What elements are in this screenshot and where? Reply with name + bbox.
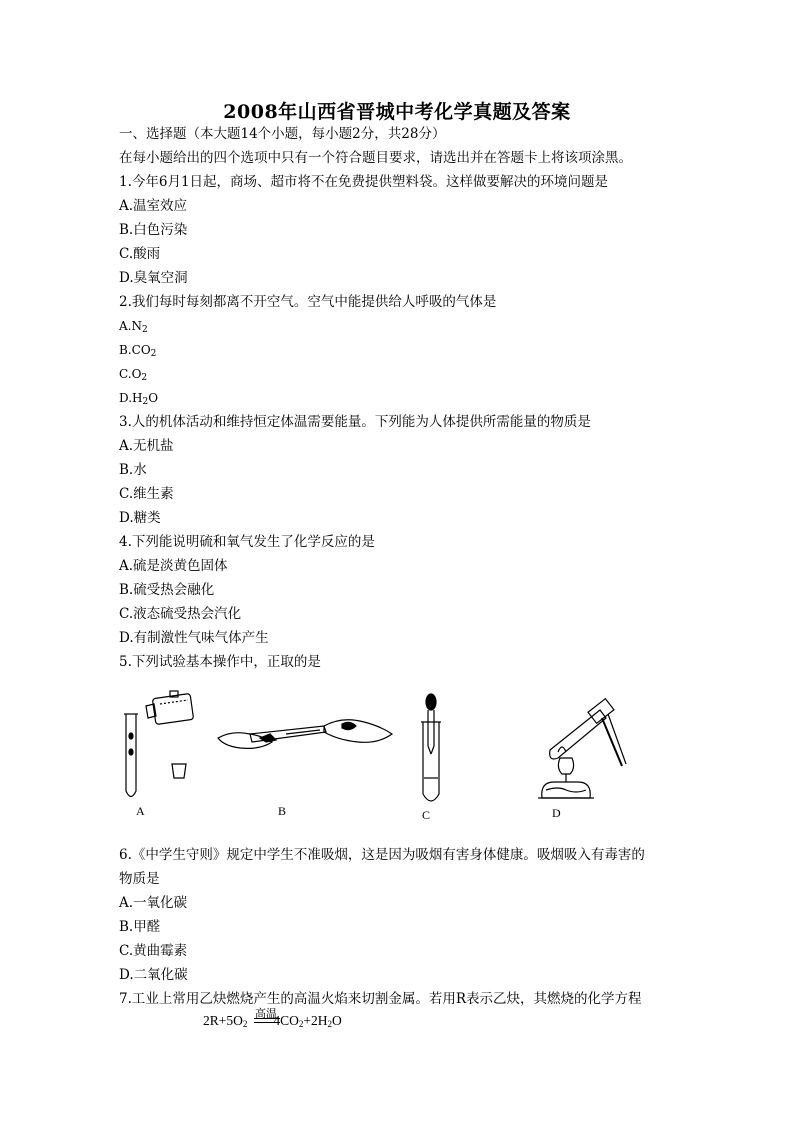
q2-option-a: $A.N_2$	[119, 319, 148, 335]
q1-option-d: D.臭氧空洞	[119, 270, 188, 286]
figure-label-d: D	[552, 806, 561, 820]
instruction-text: 在每小题给出的四个选项中只有一个符合题目要求，请选出并在答题卡上将该项涂黑。	[119, 150, 632, 166]
q6-option-b: B.甲醛	[119, 919, 161, 935]
q4-option-a: A.硫是淡黄色固体	[119, 558, 228, 574]
equation-arrow-bar-top	[254, 1018, 280, 1019]
q3-option-a: A.无机盐	[119, 438, 174, 454]
q4-option-b: B.硫受热会融化	[119, 582, 215, 598]
question-3-stem: 3.人的机体活动和维持恒定体温需要能量。下列能为人体提供所需能量的物质是	[119, 414, 591, 430]
question-7-stem: 7.工业上常用乙炔燃烧产生的高温火焰来切割金属。若用R表示乙炔，其燃烧的化学方程	[119, 991, 642, 1007]
question-1-stem: 1.今年6月1日起，商场、超市将不在免费提供塑料袋。这样做要解决的环境问题是	[119, 174, 609, 190]
q6-option-d: D.二氧化碳	[119, 967, 188, 983]
q1-option-a: A.温室效应	[119, 198, 188, 214]
figure-c-dropper	[421, 694, 441, 801]
chemical-equation: $2R+5O_2$ $4CO_2+2H_2O$	[203, 1013, 342, 1029]
q3-option-b: B.水	[119, 462, 147, 478]
lab-operations-figure	[110, 686, 630, 826]
question-4-stem: 4.下列能说明硫和氧气发生了化学反应的是	[119, 534, 375, 550]
q2-option-b: $B.CO_2$	[119, 343, 157, 359]
q1-option-c: C.酸雨	[119, 246, 161, 262]
page-title: 2008年山西省晋城中考化学真题及答案	[223, 101, 571, 123]
figure-a-pouring	[124, 691, 194, 797]
equation-arrow-bar-bottom	[254, 1022, 280, 1023]
equation-condition: 高温	[255, 1007, 277, 1020]
section-heading: 一、选择题（本大题14个小题，每小题2分，共28分）	[119, 126, 446, 142]
q4-option-d: D.有制激性气味气体产生	[119, 630, 269, 646]
q6-option-c: C.黄曲霉素	[119, 943, 188, 959]
q3-option-c: C.维生素	[119, 486, 174, 502]
q3-option-d: D.糖类	[119, 510, 161, 526]
question-2-stem: 2.我们每时每刻都离不开空气。空气中能提供给人呼吸的气体是	[119, 294, 497, 310]
question-6-stem-line2: 物质是	[119, 871, 160, 887]
figure-label-c: C	[422, 808, 431, 822]
question-6-stem-line1: 6.《中学生守则》规定中学生不准吸烟，这是因为吸烟有害身体健康。吸烟吸入有毒害的	[119, 847, 645, 863]
q2-option-d: $D.H_2O$	[119, 391, 159, 407]
figure-b-hands-tube	[218, 720, 392, 749]
q6-option-a: A.一氧化碳	[119, 895, 188, 911]
figure-d-heating	[538, 699, 626, 798]
question-5-stem: 5.下列试验基本操作中，正取的是	[119, 654, 321, 670]
lab-operations-illustration	[110, 686, 630, 826]
q2-option-c: $C.O_2$	[119, 367, 148, 383]
q4-option-c: C.液态硫受热会汽化	[119, 606, 242, 622]
figure-label-b: B	[278, 804, 287, 818]
figure-label-a: A	[136, 804, 145, 818]
q1-option-b: B.白色污染	[119, 222, 188, 238]
